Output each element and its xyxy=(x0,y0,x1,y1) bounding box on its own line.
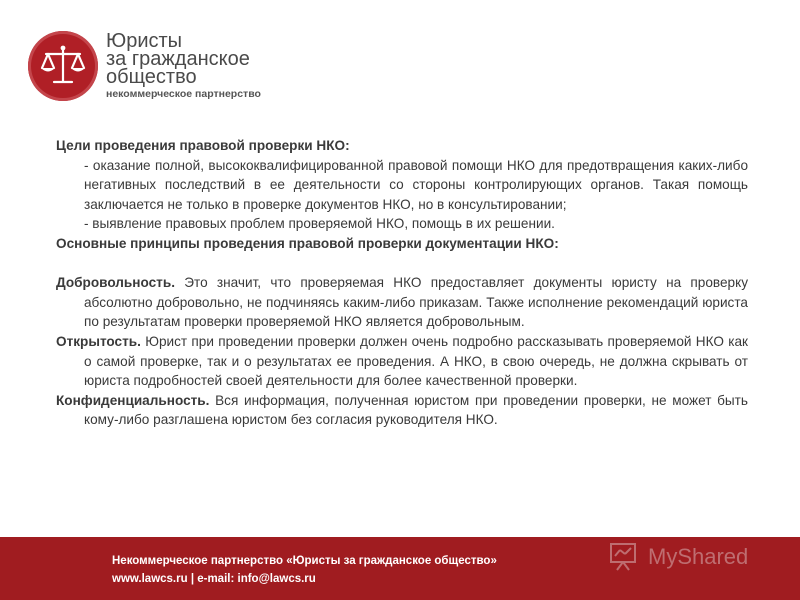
principle-term: Конфиденциальность. xyxy=(56,392,210,408)
principle-text: Юрист при проведении проверки должен очень подробно рассказывать проверяемой НКО как о самой проверке, так и о результатах ее проведения. А НКО, в свою очередь, не должна скрывать от юриста подробностей своей деятельности для более качественной проверки. xyxy=(84,333,748,389)
org-name-line2: за гражданское xyxy=(106,48,250,70)
goal-item: - оказание полной, высококвалифицированной правовой помощи НКО для предотвращения каких-либо негативных последствий в ее деятельности со стороны контролирующих органов. Такая помощь заключается не только в проверке документов НКО, но в консультировании; xyxy=(84,157,748,212)
goals-heading: Цели проведения правовой проверки НКО: xyxy=(56,138,350,153)
principles-heading: Основные принципы проведения правовой проверки документации НКО: xyxy=(56,235,559,251)
principle-text: Это значит, что проверяемая НКО предоставляет документы юристу на проверку абсолютно добровольно, не подчиняясь каким-либо приказам. Также исполнение рекомендаций юриста по результатам проверки проверяемой НКО является добровольным. xyxy=(84,275,748,330)
principle-term: Добровольность. xyxy=(56,275,175,291)
org-subtitle: некоммерческое партнерство xyxy=(106,88,261,100)
footer-contacts: www.lawcs.ru | e-mail: info@lawcs.ru xyxy=(112,573,316,585)
presentation-board-icon xyxy=(608,540,642,572)
watermark xyxy=(608,540,768,574)
watermark-text: MyShared xyxy=(648,544,749,569)
principle-confidentiality xyxy=(56,391,748,430)
logo xyxy=(28,31,98,101)
slide-content xyxy=(56,136,748,430)
principle-voluntariness xyxy=(56,273,748,332)
org-name-line1: Юристы xyxy=(106,30,183,52)
principle-term: Открытость. xyxy=(56,333,141,349)
goal-item: - выявление правовых проблем проверяемой НКО, помощь в их решении. xyxy=(84,216,555,232)
footer-org-name: Некоммерческое партнерство «Юристы за гражданское общество» xyxy=(112,555,497,567)
scales-icon xyxy=(28,31,98,101)
principle-text: Вся информация, полученная юристом при проведении проверки, не может быть кому-либо разглашена юристом без согласия руководителя НКО. xyxy=(84,392,748,428)
org-name-line3: общество xyxy=(106,66,197,88)
spacer xyxy=(56,254,748,274)
principle-openness xyxy=(56,332,748,391)
